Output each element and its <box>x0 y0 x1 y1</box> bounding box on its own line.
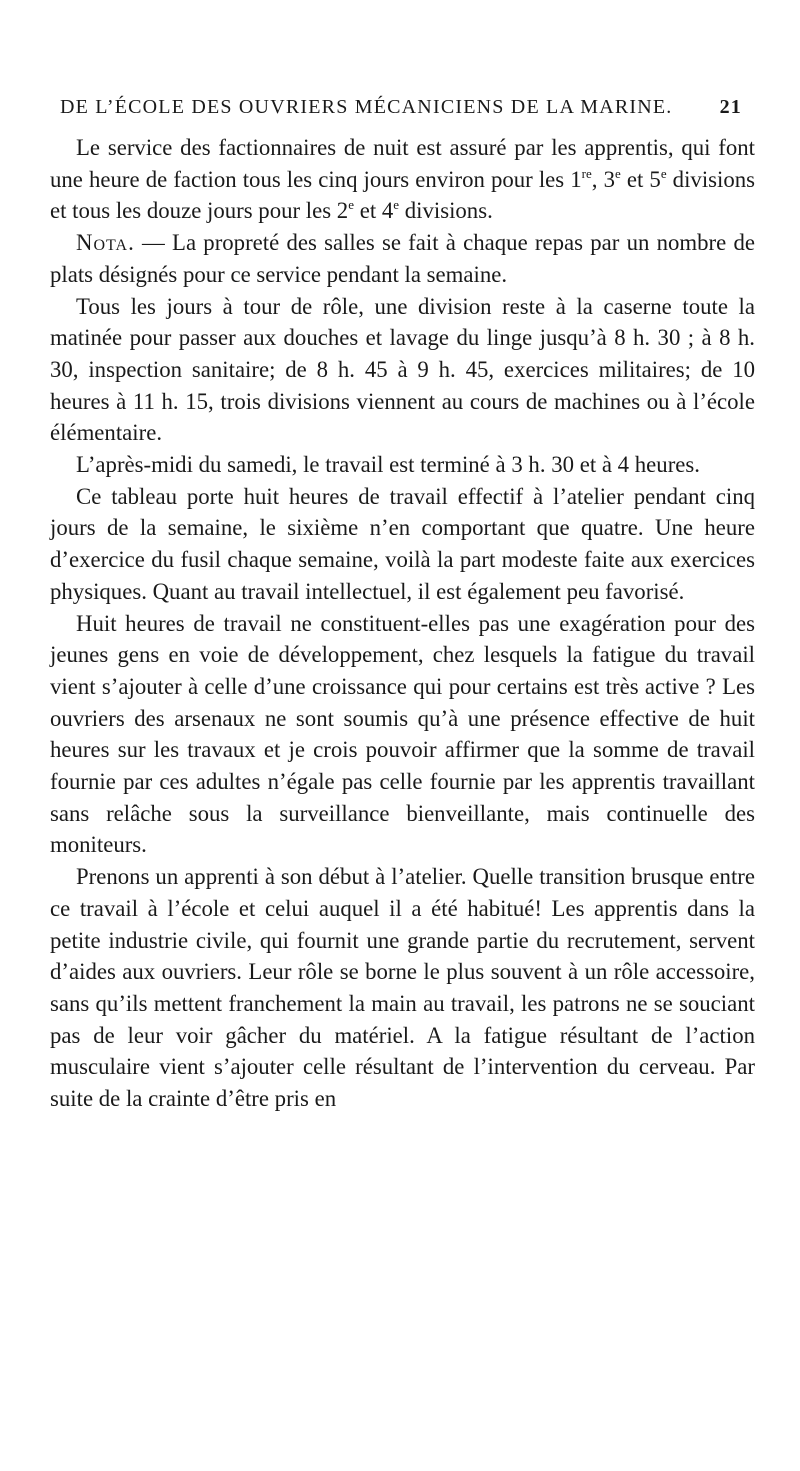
page-number: 21 <box>719 96 742 118</box>
nota-label: Nota. <box>76 230 135 256</box>
paragraph-eight-hours: Huit heures de travail ne constituent-elles pas une exagération pour des jeunes gens en voie de développement, chez lesquels la fatigue du travail vient s’ajouter à celle d’une croissance qui pour certains est très active ? Les ouvriers des arsenaux ne sont soumis qu’à une présence effective de huit heures sur les travaux et je crois pouvoir affirmer que la somme de travail fournie par ces adultes n’égale pas celle fournie par les apprentis travaillant sans relâche sous la surveillance bienveillante, mais continuelle des moniteurs. <box>50 610 755 858</box>
paragraph-daily-rotation: Tous les jours à tour de rôle, une division reste à la caserne toute la matinée pour passer aux douches et lavage du linge jusqu’à 8 h. 30 ; à 8 h. 30, inspection sanitaire; de 8 h. 45 à 9 h. 45, exercices militaires; de 10 heures à 11 h. 15, trois divisions viennent au cours de machines ou à l’école élémentaire. <box>50 293 755 446</box>
ordinal-superscript: e <box>660 165 667 181</box>
paragraph-text: — La propreté des salles se fait à chaque repas par un nombre de plats désignés pour ce service pendant la semaine. <box>50 230 755 287</box>
ordinal-superscript: e <box>614 165 621 181</box>
ordinal-superscript: re <box>581 165 592 181</box>
paragraph-text: Le service des factionnaires de nuit est assuré par les apprentis, qui font une heure de faction tous les cinq jours environ pour les 1 <box>50 135 755 192</box>
paragraph-text: et 4 <box>354 198 394 224</box>
running-header <box>60 92 742 122</box>
paragraph-apprentice-start: Prenons un apprenti à son début à l’atelier. Quelle transition brusque entre ce travail à l’école et celui auquel il a été habitué! Les apprentis dans la petite industrie civile, qui fournit une grande partie du recrutement, servent d’aides aux ouvriers. Leur rôle se borne le plus souvent à un rôle accessoire, sans qu’ils mettent franchement la main au travail, les patrons ne se souciant pas de leur voir gâcher du matériel. A la fatigue résultant de l’action musculaire vient s’ajouter celle résultant de l’intervention du cerveau. Par suite de la crainte d’être pris en <box>50 864 755 1112</box>
ordinal-superscript: e <box>393 197 400 213</box>
body-text <box>50 132 755 1115</box>
ordinal-superscript: e <box>348 197 354 213</box>
paragraph-text: divisions. <box>399 198 493 224</box>
running-title: DE L’ÉCOLE DES OUVRIERS MÉCANICIENS DE LA MARINE. <box>60 96 673 118</box>
paragraph-text: divisions et tous les douze jours pour les 2 <box>50 166 756 224</box>
paragraph-text: , 3 <box>591 166 615 192</box>
paragraph-saturday: L’après-midi du samedi, le travail est terminé à 3 h. 30 et à 4 heures. <box>76 452 700 478</box>
paragraph-schedule-table: Ce tableau porte huit heures de travail effectif à l’atelier pendant cinq jours de la semaine, le sixième n’en comportant que quatre. Une heure d’exercice du fusil chaque semaine, voilà la part modeste faite aux exercices physiques. Quant au travail intellectuel, il est également peu favorisé. <box>50 483 755 604</box>
paragraph-night-guard <box>50 132 755 227</box>
paragraph-nota <box>50 227 755 290</box>
paragraph-text: et 5 <box>620 166 661 192</box>
